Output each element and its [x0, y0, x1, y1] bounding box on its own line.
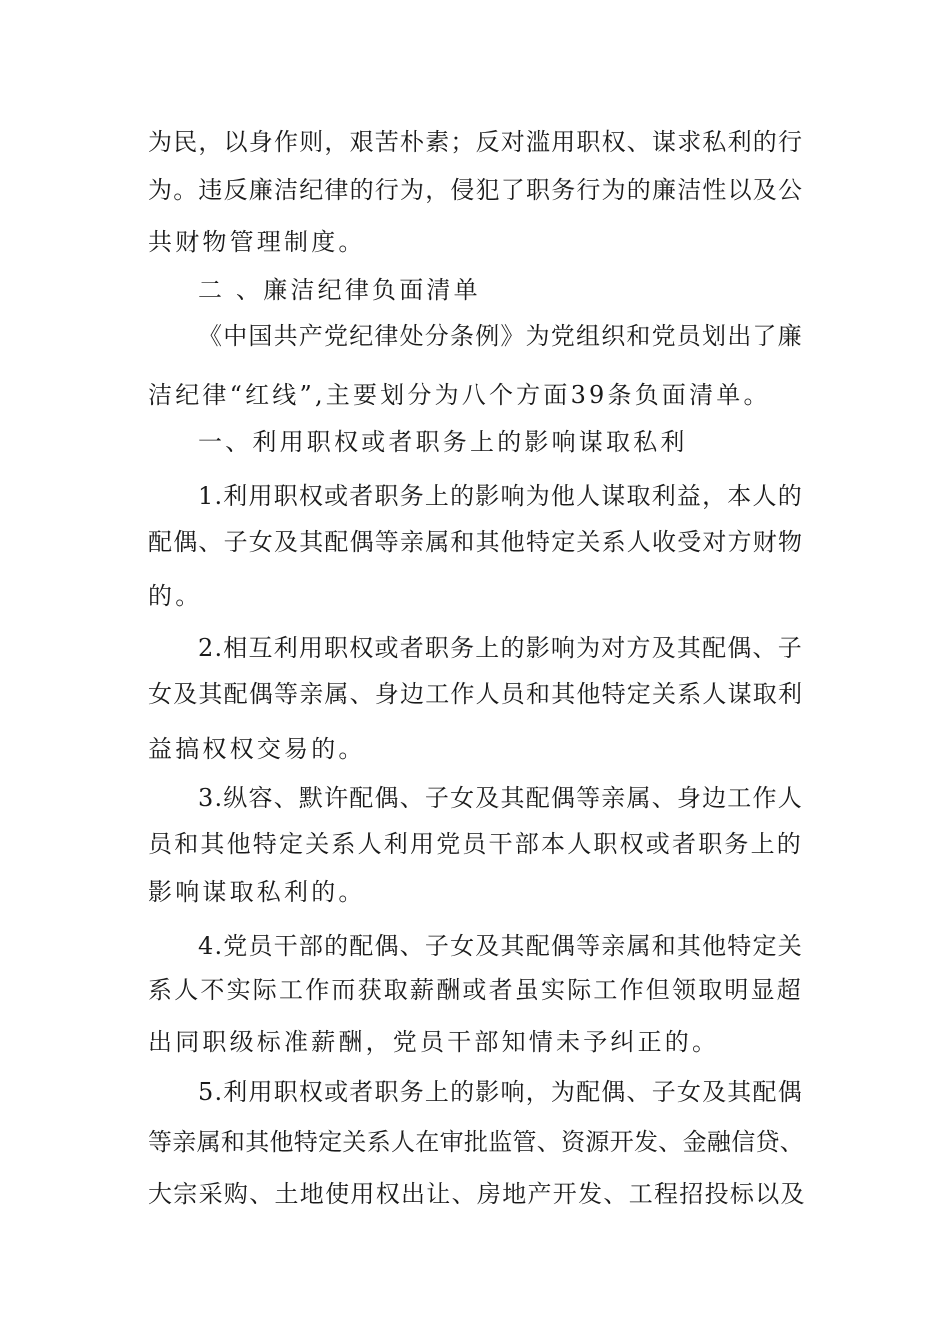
text-line: 影响谋取私利的。: [148, 878, 366, 906]
text-line: 女及其配偶等亲属、身边工作人员和其他特定关系人谋取利: [148, 680, 804, 708]
text-line: 共财物管理制度。: [148, 228, 366, 256]
text-line: 洁纪律“红线”,主要划分为八个方面39条负面清单。: [148, 381, 771, 409]
subsection-heading: 一、利用职权或者职务上的影响谋取私利: [198, 428, 688, 456]
text-line: 为民，以身作则，艰苦朴素；反对滥用职权、谋求私利的行: [148, 128, 804, 156]
text-line: 为。违反廉洁纪律的行为，侵犯了职务行为的廉洁性以及公: [148, 176, 804, 204]
text-line: 出同职级标准薪酬，党员干部知情未予纠正的。: [148, 1028, 720, 1056]
text-line: 等亲属和其他特定关系人在审批监管、资源开发、金融信贷、: [148, 1128, 805, 1156]
text-line: 系人不实际工作而获取薪酬或者虽实际工作但领取明显超: [148, 976, 803, 1004]
text-line: 的。: [148, 582, 203, 610]
list-item-5: 5.利用职权或者职务上的影响，为配偶、子女及其配偶: [198, 1078, 803, 1106]
list-item-4: 4.党员干部的配偶、子女及其配偶等亲属和其他特定关: [198, 932, 803, 960]
list-item-1: 1.利用职权或者职务上的影响为他人谋取利益，本人的: [198, 482, 803, 510]
section-heading: 二 、廉洁纪律负面清单: [198, 276, 481, 304]
text-line: 员和其他特定关系人利用党员干部本人职权或者职务上的: [148, 830, 803, 858]
list-item-2: 2.相互利用职权或者职务上的影响为对方及其配偶、子: [198, 634, 803, 662]
text-line: 大宗采购、土地使用权出让、房地产开发、工程招投标以及: [148, 1180, 806, 1208]
text-line: 配偶、子女及其配偶等亲属和其他特定关系人收受对方财物: [148, 528, 804, 556]
text-line: 益搞权权交易的。: [148, 735, 366, 763]
text-line: 《中国共产党纪律处分条例》为党组织和党员划出了廉: [198, 322, 803, 350]
list-item-3: 3.纵容、默许配偶、子女及其配偶等亲属、身边工作人: [198, 784, 803, 812]
